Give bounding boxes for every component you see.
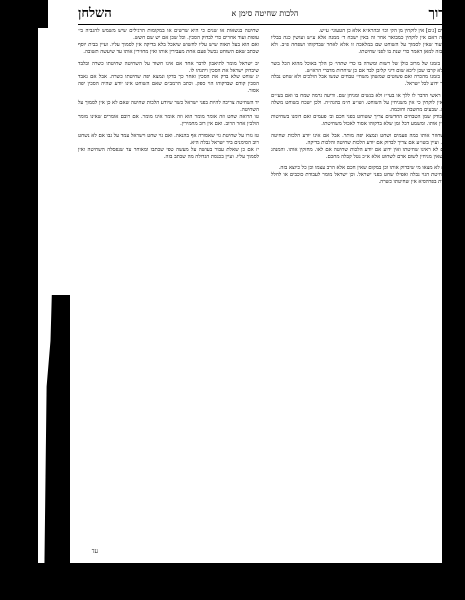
- header-rule: [78, 24, 452, 25]
- header-title-right: ערוך: [428, 6, 452, 21]
- paragraph: יא שחיטת הגוי נבלה ואפילו שחט בפני ישראל. וכן ישראל מומר לעבודת כוכבים או לחלל שבתות בפרהסיא אין שחיטתו כשרה.: [271, 172, 452, 186]
- paragraph: ח כשחוזר אותו כמה פעמים ושחט ונמצא יפה מותר. אבל אם אינו יודע הלכות שחיטה אסור. ועיין בשו״ע אם צריך לבדוק אם יודע הלכות שחיטה והלכות בדיקה.: [271, 132, 452, 146]
- paragraph: י ואם לא מצאו מי שיבדוק אותו וכן במקום שאין חכם אלא הרב עצמו וכן כל כיוצא בזה.: [278, 165, 452, 172]
- paragraph: עיש״ה דאם אין לוקחין כמבואר אחר זה באין ישכח ד׳ ממנה אלא ע״ש ועושין כנה בבליו בנין ועוד שאין לסמוך על השוחט שם במלאכה זו אלא לאחר שבדקוהו ושפחה פ״ב. ולא חשו בזה למאן דאמר כדי שנת בו לפני שחיטתו.: [271, 34, 452, 55]
- paragraph: מעשים [ג׳ם] אין לוקחין מן הק׳ וכו׳ ובהרא״א אלא כן הטעוני׳ ע״ש.: [318, 28, 452, 34]
- paragraph: יב ישראל מומר לתיאבון לדבר אחד אם אינו חשוד על השחיטה שחיטתו כשרה ובלבד שיבדוק ישראל את הסכין ויתנהו לו.: [78, 60, 259, 74]
- paragraph: יד השחיטה צריכה להיות בפני ישראל כשר שיודע הלכות שחיטה שאם לא כן אין לסמוך על השחיטה.: [78, 100, 259, 114]
- catchword: עד: [91, 548, 98, 555]
- paragraph: ו אם ראשי הדבר לו ללך או בעי״ז ולא בנשים ומניחן שם. ודיעה גרמה שמח בו ואם בעי״ם כנה אין לוקחין כי אין משגיחין על השוחט. ושו״ע ח״מ בהגה״ה. ולכן ישכח בשוחט משלה מדבה. שבעים מחשבה וחוכמה.: [271, 93, 452, 114]
- header-section-title: הלכות שחיטה סימן א: [231, 9, 299, 18]
- left-column: [78, 28, 259, 558]
- page: [38, 0, 464, 563]
- scan-shadow: [38, 0, 48, 28]
- right-column: [271, 28, 452, 556]
- paragraph: טו הרואה שחט וזה אומר מומר הוא וזה אומר אינו מומר. אם רובם אומרים שאינו מומר הולכין אחר הרוב. ואם אין רוב מחמירין.: [78, 113, 259, 127]
- paragraph: יג שוחט שלא בדק את הסכין ואחר כך בדקו ונמצא יפה שחיטתו כשרה. אבל אם נאבד הסכין קודם שבדקוהו הוי ספק. וכתב הרמב״ם שאם השוחט אינו יודע שהיה הסכין יפה אסור.: [78, 74, 259, 95]
- page-header: [78, 5, 464, 25]
- header-title-left: השלחן: [78, 6, 112, 21]
- paragraph: שחיטה בנשאות או שנים כי היא שרשים או במקומות הרגילים שיש משמש להגביה בי׳ עופות ועוד אחרים כדי לבדוק הסכין. וכל שכן אם יש שם חשש.: [78, 28, 259, 41]
- paragraph: ה ובן בזמנו מהכרה ואם פשוטים שמשהן משחי׳ טבחים שנשו אבל הולכים ולא שחט נבלה והדבר ידוע לכל ישראל.: [271, 74, 452, 88]
- paragraph: טז גזרו על שחיטת גוי שאסורה אף בהנאה. ואם גוי שחט וישראל עמד על גבו אם לא נשחט רוב הסימנים ביד ישראל נבלה היא.: [78, 132, 259, 146]
- page-number: ג: [461, 8, 464, 18]
- paragraph: ז מן בודק שמן הטבחים החדשים צריך ששוחט בפני חכם וב׳ פעמים ואם דומנו בשחיטות מחזקין אותו. ומשמע דכל זמן שלא בדקוהו אסור לאכול משחיטתו.: [271, 113, 452, 127]
- paragraph: יז אם כן שאלת עבור בעושה על מעשה טפי שכתבו ומאוחר עד שנפסלה השחיטה ואין לסמוך עליו. ועיין בכנסת הגדולה מה שכתב בזה.: [78, 146, 259, 160]
- paragraph: ט אם לא ראינו שחיטתו ואין ידוע אם יודע הלכות שחיטה אם לאו. מחזקין אותו. והמנהג הוא שאין מניחין לשום אדם לשחוט אלא א״כ נטל קבלה מחכם.: [271, 146, 452, 160]
- paragraph: ד ובן בזמנו של מרוב כולן של רשות ומשרה בו כדי שתהי׳ כן הלך באוכל מהוא הכל בשר והם לא קרבו שכן ליכא שום דיני קליבן לבד אם כן שיחרות מדברי הרא״ש.: [271, 60, 452, 74]
- paragraph: ואם הוא בעל תאוה שיש עליו לחשוש שיאכל בלא בדיקה אין לסמוך עליו. ועיין בבית יוסף שכתב שאם השוחט נכשל פעם אחת מעבירין אותו ואין מחזירין אותו עד שיעשה תשובה.: [78, 41, 259, 55]
